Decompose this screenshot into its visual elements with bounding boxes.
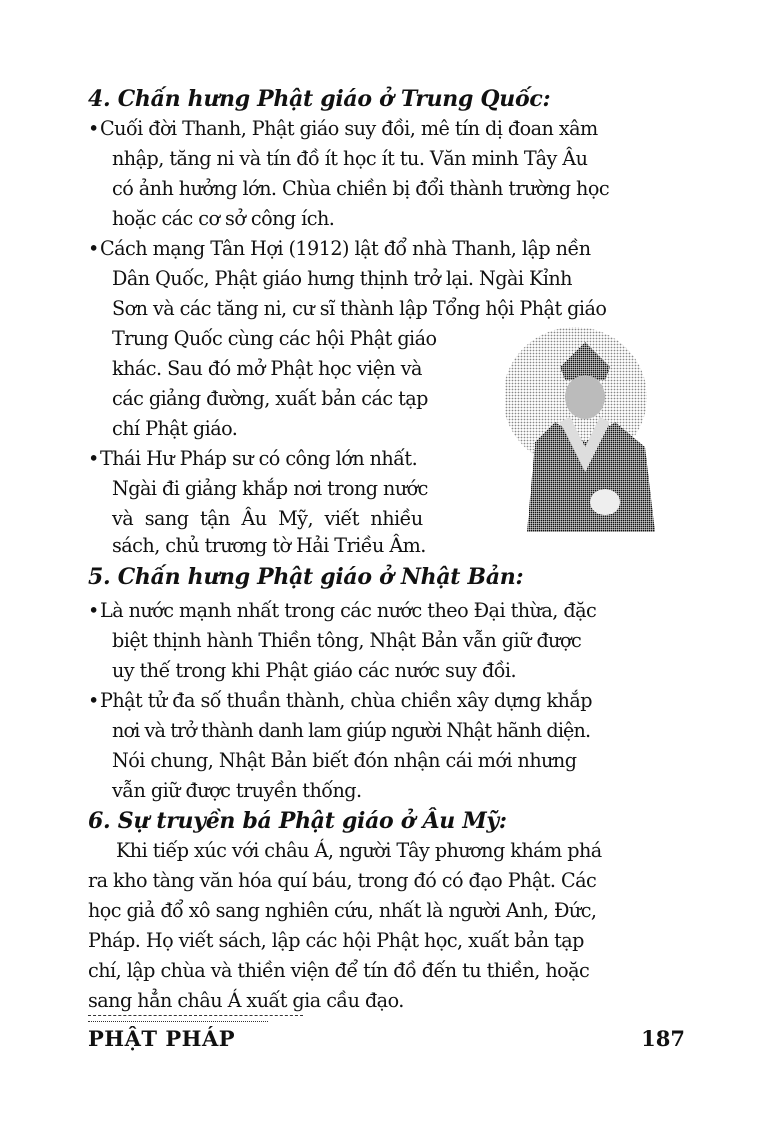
text-line: Cuối đời Thanh, Phật giáo suy đồi, mê tín dị đoan xâm: [100, 117, 598, 140]
text-line: Ngài đi giảng khắp nơi trong nước: [112, 477, 428, 500]
bullet-item: [88, 596, 688, 686]
text-line: Dân Quốc, Phật giáo hưng thịnh trở lại. Ngài Kỉnh: [112, 267, 572, 290]
text-line: Sơn và các tăng ni, cư sĩ thành lập Tổng hội Phật giáo: [112, 297, 607, 320]
text-line: ra kho tàng văn hóa quí báu, trong đó có đạo Phật. Các: [88, 869, 597, 892]
text-line: nơi và trở thành danh lam giúp người Nhật hãnh diện.: [112, 719, 591, 742]
bullet-icon: •: [88, 599, 99, 622]
paragraph: [88, 836, 688, 1016]
page-number: 187: [641, 1026, 685, 1051]
text-line: hoặc các cơ sở công ích.: [112, 207, 335, 230]
text-line: Phật tử đa số thuần thành, chùa chiền xây dựng khắp: [100, 689, 592, 712]
text-line: các giảng đường, xuất bản các tạp: [112, 387, 428, 410]
text-line: sang hẳn châu Á xuất gia cầu đạo.: [88, 989, 404, 1012]
section-heading: 6. Sự truyền bá Phật giáo ở Âu Mỹ:: [88, 808, 507, 834]
text-line: chí, lập chùa và thiền viện để tín đồ đến tu thiền, hoặc: [88, 959, 590, 982]
text-line: Trung Quốc cùng các hội Phật giáo: [112, 327, 437, 350]
page-body: [88, 84, 688, 1016]
bullet-item: [88, 686, 688, 806]
bullet-icon: •: [88, 689, 99, 712]
bullet-icon: •: [88, 447, 99, 470]
text-line: Cách mạng Tân Hợi (1912) lật đổ nhà Thanh, lập nền: [100, 237, 591, 260]
footer-divider: [88, 1021, 268, 1022]
text-line: Nói chung, Nhật Bản biết đón nhận cái mới nhưng: [112, 749, 577, 772]
text-line: Khi tiếp xúc với châu Á, người Tây phương khám phá: [116, 839, 602, 862]
text-line: nhập, tăng ni và tín đồ ít học ít tu. Văn minh Tây Âu: [112, 147, 588, 170]
text-line: có ảnh hưởng lớn. Chùa chiền bị đổi thành trường học: [112, 177, 610, 200]
text-line: và sang tận Âu Mỹ, viết nhiều: [112, 507, 423, 530]
text-line: Pháp. Họ viết sách, lập các hội Phật học, xuất bản tạp: [88, 929, 584, 952]
text-line: học giả đổ xô sang nghiên cứu, nhất là người Anh, Đức,: [88, 899, 597, 922]
text-line: vẫn giữ được truyền thống.: [112, 779, 362, 802]
text-line: biệt thịnh hành Thiền tông, Nhật Bản vẫn giữ được: [112, 629, 582, 652]
text-line: Thái Hư Pháp sư có công lớn nhất.: [100, 447, 418, 470]
face: [565, 375, 605, 419]
portrait-photo: [505, 322, 665, 538]
bullet-item: [88, 114, 688, 234]
bullet-icon: •: [88, 117, 99, 140]
text-line: chí Phật giáo.: [112, 417, 238, 440]
section-heading: 4. Chấn hưng Phật giáo ở Trung Quốc:: [88, 86, 551, 112]
hand: [590, 489, 620, 515]
footer-book-title: PHẬT PHÁP: [88, 1026, 236, 1051]
footer-divider: [88, 1015, 303, 1016]
bullet-icon: •: [88, 237, 99, 260]
text-line: khác. Sau đó mở Phật học viện và: [112, 357, 422, 380]
text-line: sách, chủ trương tờ Hải Triều Âm.: [112, 534, 426, 557]
text-line: Là nước mạnh nhất trong các nước theo Đại thừa, đặc: [100, 599, 597, 622]
text-line: uy thế trong khi Phật giáo các nước suy đồi.: [112, 659, 517, 682]
section-heading: 5. Chấn hưng Phật giáo ở Nhật Bản:: [88, 564, 524, 590]
